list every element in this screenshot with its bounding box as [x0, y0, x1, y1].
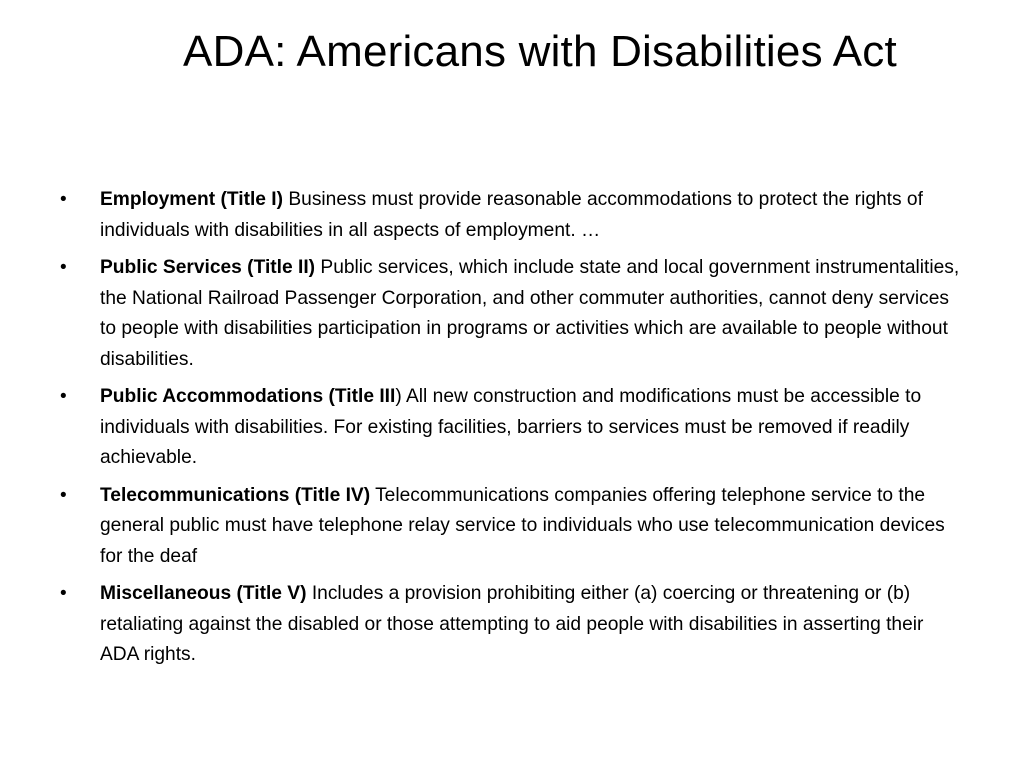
- bullet-icon: •: [60, 386, 67, 407]
- bullet-heading: Miscellaneous (Title V): [100, 583, 307, 604]
- bullet-text: Includes a provision prohibiting either (a) coercing or threatening or (b) retaliating against the disabled or those attempting to aid people with disabilities in asserting their ADA rights.: [100, 583, 924, 665]
- bullet-icon: •: [60, 257, 67, 278]
- bullet-icon: •: [60, 189, 67, 210]
- bullet-text: Telecommunications companies offering telephone service to the general public must have telephone relay service to individuals who use telecommunication devices for the deaf: [100, 484, 945, 567]
- bullet-icon: •: [60, 484, 67, 506]
- bullet-heading: Public Services (Title II): [100, 257, 316, 278]
- bullet-heading: Telecommunications (Title IV): [100, 484, 371, 506]
- bullet-item-employment: [58, 185, 963, 246]
- bullet-list: [58, 185, 963, 678]
- bullet-text: Public services, which include state and local government instrumentalities, the National Railroad Passenger Corporation, and other commuter authorities, cannot deny services to people with disabilities participation in programs or activities which are available to people without disabilities.: [100, 257, 960, 370]
- bullet-text: ) All new construction and modifications must be accessible to individuals with disabilities. For existing facilities, barriers to services must be removed if readily achievable.: [100, 386, 922, 468]
- bullet-icon: •: [60, 583, 67, 604]
- bullet-item-public-services: [58, 253, 963, 375]
- bullet-item-miscellaneous: [58, 579, 963, 671]
- bullet-text: Business must provide reasonable accommodations to protect the rights of individuals with disabilities in all aspects of employment. …: [100, 189, 923, 241]
- bullet-item-public-accommodations: [58, 382, 963, 474]
- bullet-heading: Employment (Title I): [100, 189, 284, 210]
- bullet-heading: Public Accommodations (Title III: [100, 386, 396, 407]
- slide-title: ADA: Americans with Disabilities Act: [183, 27, 897, 76]
- bullet-item-telecommunications: [58, 481, 963, 573]
